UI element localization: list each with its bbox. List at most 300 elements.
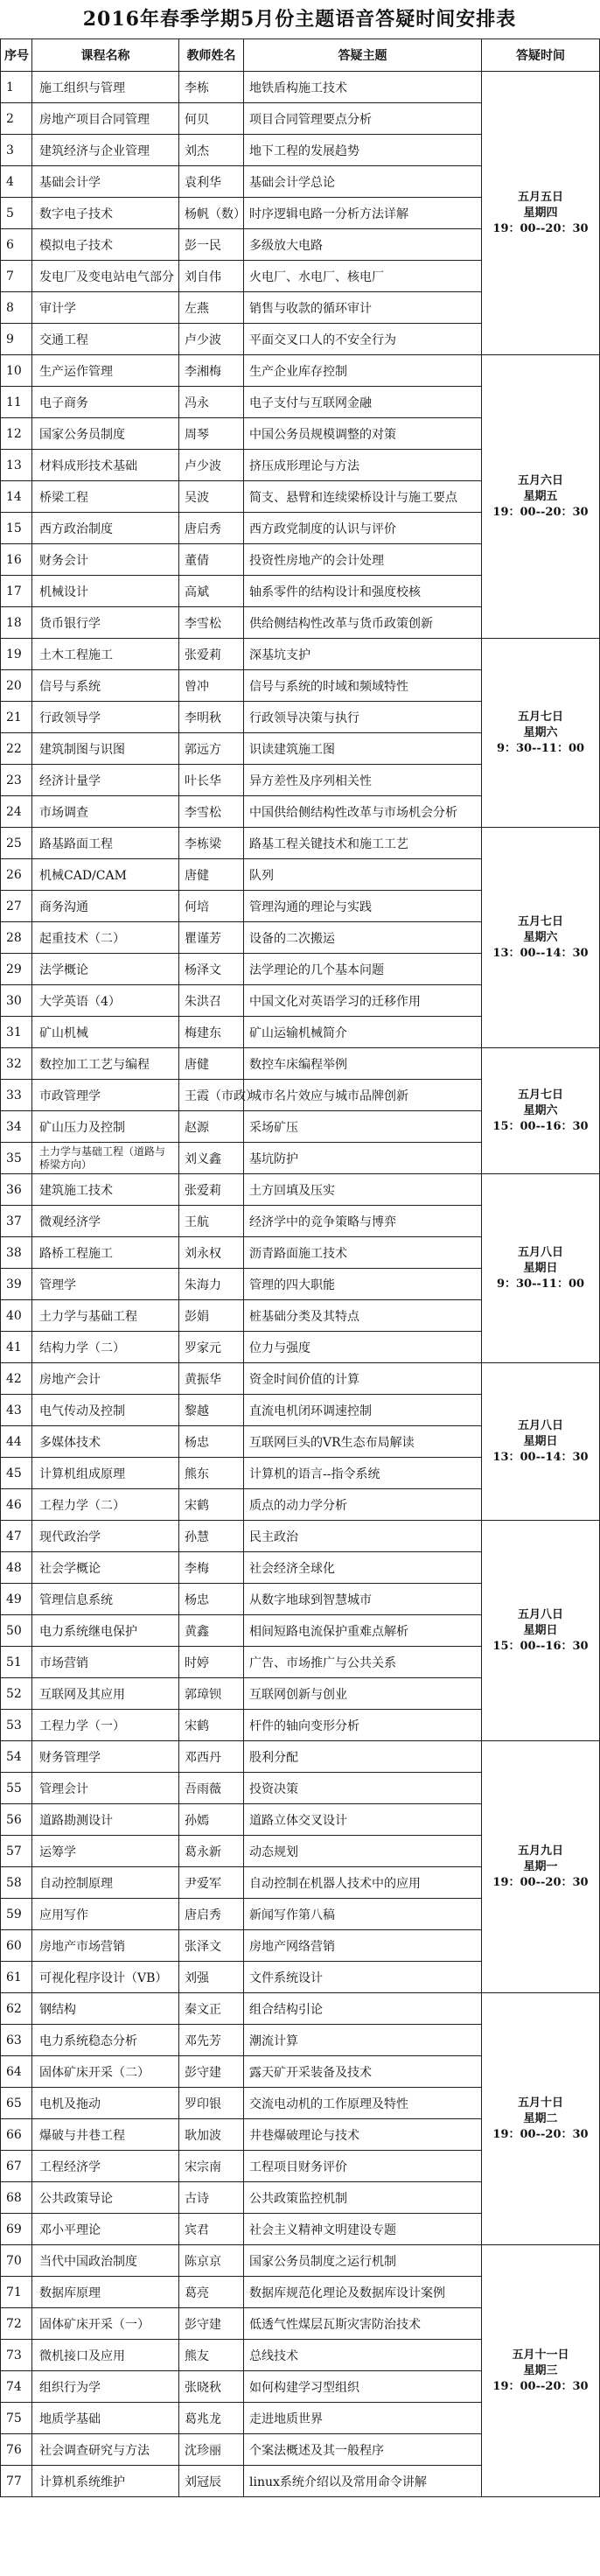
course-name: 电气传动及控制 — [32, 1395, 179, 1426]
course-name: 货币银行学 — [32, 607, 179, 639]
teacher-name: 杨忠 — [179, 1584, 244, 1615]
teacher-name: 耿加波 — [179, 2119, 244, 2151]
course-name: 桥梁工程 — [32, 481, 179, 513]
row-number: 35 — [1, 1143, 32, 1174]
qa-topic: 广告、市场推广与公共关系 — [244, 1647, 482, 1678]
row-number: 29 — [1, 954, 32, 985]
qa-topic: 社会主义精神文明建设专题 — [244, 2214, 482, 2245]
qa-topic: 个案法概述及其一般程序 — [244, 2434, 482, 2466]
course-name: 工程经济学 — [32, 2151, 179, 2182]
teacher-name: 周琴 — [179, 418, 244, 450]
qa-topic: 沥青路面施工技术 — [244, 1237, 482, 1269]
teacher-name: 卢少波 — [179, 450, 244, 481]
session-time-cell — [482, 1048, 600, 1174]
qa-topic: 相间短路电流保护重难点解析 — [244, 1615, 482, 1647]
qa-topic: 走进地质世界 — [244, 2403, 482, 2434]
session-weekday: 星期五 — [523, 489, 558, 503]
teacher-name: 彭守建 — [179, 2056, 244, 2088]
qa-topic: 如何构建学习型组织 — [244, 2371, 482, 2403]
qa-topic: 民主政治 — [244, 1521, 482, 1552]
session-weekday: 星期一 — [523, 1859, 558, 1873]
schedule-table — [0, 38, 600, 2497]
teacher-name: 彭一民 — [179, 229, 244, 261]
session-time: 19：00--20：30 — [492, 2379, 589, 2393]
qa-topic: 信号与系统的时域和频域特性 — [244, 670, 482, 702]
qa-topic: 露天矿开采装备及技术 — [244, 2056, 482, 2088]
teacher-name: 张晓秋 — [179, 2371, 244, 2403]
session-time-cell — [482, 1993, 600, 2245]
teacher-name: 高斌 — [179, 576, 244, 607]
row-number: 66 — [1, 2119, 32, 2151]
course-name: 材料成形技术基础 — [32, 450, 179, 481]
row-number: 42 — [1, 1363, 32, 1395]
qa-topic: 新闻写作第八稿 — [244, 1899, 482, 1930]
table-row — [1, 1521, 600, 1552]
teacher-name: 葛亮 — [179, 2277, 244, 2308]
row-number: 38 — [1, 1237, 32, 1269]
teacher-name: 黄振华 — [179, 1363, 244, 1395]
teacher-name: 刘义鑫 — [179, 1143, 244, 1174]
row-number: 53 — [1, 1710, 32, 1741]
course-name: 固体矿床开采（一） — [32, 2308, 179, 2340]
teacher-name: 宾君 — [179, 2214, 244, 2245]
teacher-name: 杨帆（数） — [179, 198, 244, 229]
course-name: 道路勘测设计 — [32, 1804, 179, 1836]
course-name: 经济计量学 — [32, 765, 179, 796]
teacher-name: 吴波 — [179, 481, 244, 513]
session-time: 9：30--11：00 — [496, 1277, 585, 1291]
course-name: 自动控制原理 — [32, 1867, 179, 1899]
session-time-cell — [482, 639, 600, 828]
session-date: 五月八日 — [517, 1418, 563, 1432]
course-name: 工程力学（一） — [32, 1710, 179, 1741]
table-row — [1, 72, 600, 103]
qa-topic: 时序逻辑电路一分析方法详解 — [244, 198, 482, 229]
qa-topic: 组合结构引论 — [244, 1993, 482, 2025]
row-number: 49 — [1, 1584, 32, 1615]
row-number: 22 — [1, 733, 32, 765]
teacher-name: 罗家元 — [179, 1332, 244, 1363]
course-name: 路桥工程施工 — [32, 1237, 179, 1269]
teacher-name: 唐启秀 — [179, 1899, 244, 1930]
session-weekday: 星期日 — [523, 1434, 558, 1448]
row-number: 30 — [1, 985, 32, 1017]
course-name: 机械设计 — [32, 576, 179, 607]
table-row — [1, 1363, 600, 1395]
qa-topic: 销售与收款的循环审计 — [244, 292, 482, 324]
row-number: 26 — [1, 859, 32, 891]
session-time-cell — [482, 828, 600, 1048]
row-number: 24 — [1, 796, 32, 828]
row-number: 48 — [1, 1552, 32, 1584]
session-time-cell — [482, 1363, 600, 1521]
qa-topic: 矿山运输机械简介 — [244, 1017, 482, 1048]
qa-topic: 低透气性煤层瓦斯灾害防治技术 — [244, 2308, 482, 2340]
qa-topic: 轴系零件的结构设计和强度校核 — [244, 576, 482, 607]
row-number: 71 — [1, 2277, 32, 2308]
row-number: 73 — [1, 2340, 32, 2371]
teacher-name: 赵源 — [179, 1111, 244, 1143]
qa-topic: 多级放大电路 — [244, 229, 482, 261]
row-number: 75 — [1, 2403, 32, 2434]
teacher-name: 张爱莉 — [179, 1174, 244, 1206]
course-name: 模拟电子技术 — [32, 229, 179, 261]
teacher-name: 何培 — [179, 891, 244, 922]
session-time: 19：00--20：30 — [492, 1875, 589, 1889]
teacher-name: 李湘梅 — [179, 355, 244, 387]
course-name: 电机及拖动 — [32, 2088, 179, 2119]
row-number: 14 — [1, 481, 32, 513]
teacher-name: 黎越 — [179, 1395, 244, 1426]
qa-topic: 识读建筑施工图 — [244, 733, 482, 765]
row-number: 31 — [1, 1017, 32, 1048]
teacher-name: 张爱莉 — [179, 639, 244, 670]
row-number: 60 — [1, 1930, 32, 1962]
row-number: 58 — [1, 1867, 32, 1899]
course-name: 公共政策导论 — [32, 2182, 179, 2214]
qa-topic: 法学理论的几个基本问题 — [244, 954, 482, 985]
teacher-name: 郭璋钡 — [179, 1678, 244, 1710]
qa-topic: 地铁盾构施工技术 — [244, 72, 482, 103]
row-number: 13 — [1, 450, 32, 481]
teacher-name: 刘自伟 — [179, 261, 244, 292]
session-date: 五月十日 — [517, 2096, 563, 2110]
qa-topic: 井巷爆破理论与技术 — [244, 2119, 482, 2151]
qa-topic: 采场矿压 — [244, 1111, 482, 1143]
qa-topic: 平面交叉口人的不安全行为 — [244, 324, 482, 355]
teacher-name: 彭守建 — [179, 2308, 244, 2340]
row-number: 8 — [1, 292, 32, 324]
schedule-rows — [1, 72, 600, 2497]
teacher-name: 古诗 — [179, 2182, 244, 2214]
teacher-name: 冯永 — [179, 387, 244, 418]
teacher-name: 王航 — [179, 1206, 244, 1237]
course-name: 市政管理学 — [32, 1080, 179, 1111]
qa-topic: 质点的动力学分析 — [244, 1489, 482, 1521]
row-number: 39 — [1, 1269, 32, 1300]
row-number: 4 — [1, 166, 32, 198]
qa-topic: 投资决策 — [244, 1773, 482, 1804]
row-number: 52 — [1, 1678, 32, 1710]
qa-topic: 简支、悬臂和连续梁桥设计与施工要点 — [244, 481, 482, 513]
row-number: 1 — [1, 72, 32, 103]
course-name: 建筑经济与企业管理 — [32, 135, 179, 166]
qa-topic: 互联网巨头的VR生态布局解读 — [244, 1426, 482, 1458]
course-name: 结构力学（二） — [32, 1332, 179, 1363]
course-name: 组织行为学 — [32, 2371, 179, 2403]
table-row — [1, 2245, 600, 2277]
course-name: 基础会计学 — [32, 166, 179, 198]
teacher-name: 刘永权 — [179, 1237, 244, 1269]
teacher-name: 刘强 — [179, 1962, 244, 1993]
qa-topic: linux系统介绍以及常用命令讲解 — [244, 2466, 482, 2497]
row-number: 21 — [1, 702, 32, 733]
row-number: 46 — [1, 1489, 32, 1521]
row-number: 17 — [1, 576, 32, 607]
session-time: 19：00--20：30 — [492, 221, 589, 235]
row-number: 55 — [1, 1773, 32, 1804]
teacher-name: 李梅 — [179, 1552, 244, 1584]
session-time: 19：00--20：30 — [492, 505, 589, 519]
table-row — [1, 1048, 600, 1080]
course-name: 社会调查研究与方法 — [32, 2434, 179, 2466]
teacher-name: 唐健 — [179, 859, 244, 891]
session-time-cell — [482, 355, 600, 639]
course-name: 计算机系统维护 — [32, 2466, 179, 2497]
row-number: 9 — [1, 324, 32, 355]
row-number: 57 — [1, 1836, 32, 1867]
qa-topic: 队列 — [244, 859, 482, 891]
row-number: 47 — [1, 1521, 32, 1552]
course-name: 电力系统继电保护 — [32, 1615, 179, 1647]
teacher-name: 袁利华 — [179, 166, 244, 198]
qa-topic: 管理的四大职能 — [244, 1269, 482, 1300]
session-time: 15：00--16：30 — [492, 1639, 589, 1653]
table-row — [1, 1741, 600, 1773]
teacher-name: 李栋 — [179, 72, 244, 103]
row-number: 50 — [1, 1615, 32, 1647]
qa-topic: 公共政策监控机制 — [244, 2182, 482, 2214]
qa-topic: 计算机的语言--指令系统 — [244, 1458, 482, 1489]
course-name: 计算机组成原理 — [32, 1458, 179, 1489]
row-number: 16 — [1, 544, 32, 576]
teacher-name: 彭娟 — [179, 1300, 244, 1332]
course-name: 施工组织与管理 — [32, 72, 179, 103]
course-name: 市场营销 — [32, 1647, 179, 1678]
session-date: 五月五日 — [517, 190, 563, 204]
course-name: 信号与系统 — [32, 670, 179, 702]
session-weekday: 星期四 — [523, 206, 558, 220]
teacher-name: 时婷 — [179, 1647, 244, 1678]
teacher-name: 宋鹤 — [179, 1710, 244, 1741]
teacher-name: 邓先芳 — [179, 2025, 244, 2056]
teacher-name: 董倩 — [179, 544, 244, 576]
course-name: 建筑制图与识图 — [32, 733, 179, 765]
course-name: 国家公务员制度 — [32, 418, 179, 450]
qa-topic: 中国文化对英语学习的迁移作用 — [244, 985, 482, 1017]
qa-topic: 社会经济全球化 — [244, 1552, 482, 1584]
page-title: 2016年春季学期5月份主题语音答疑时间安排表 — [82, 8, 517, 31]
qa-topic: 管理沟通的理论与实践 — [244, 891, 482, 922]
qa-topic: 交流电动机的工作原理及特性 — [244, 2088, 482, 2119]
row-number: 10 — [1, 355, 32, 387]
row-number: 28 — [1, 922, 32, 954]
session-date: 五月七日 — [517, 914, 563, 928]
session-date: 五月六日 — [517, 473, 563, 487]
qa-topic: 城市名片效应与城市品牌创新 — [244, 1080, 482, 1111]
session-date: 五月七日 — [517, 1088, 563, 1102]
qa-topic: 项目合同管理要点分析 — [244, 103, 482, 135]
teacher-name: 熊东 — [179, 1458, 244, 1489]
qa-topic: 道路立体交叉设计 — [244, 1804, 482, 1836]
qa-topic: 数据库规范化理论及数据库设计案例 — [244, 2277, 482, 2308]
qa-topic: 动态规划 — [244, 1836, 482, 1867]
row-number: 18 — [1, 607, 32, 639]
teacher-name: 葛兆龙 — [179, 2403, 244, 2434]
session-time-cell — [482, 72, 600, 355]
qa-topic: 股利分配 — [244, 1741, 482, 1773]
qa-topic: 国家公务员制度之运行机制 — [244, 2245, 482, 2277]
teacher-name: 吾雨薇 — [179, 1773, 244, 1804]
course-name: 建筑施工技术 — [32, 1174, 179, 1206]
session-time-cell — [482, 1521, 600, 1741]
course-name: 运筹学 — [32, 1836, 179, 1867]
course-name: 可视化程序设计（VB） — [32, 1962, 179, 1993]
row-number: 15 — [1, 513, 32, 544]
course-name: 矿山机械 — [32, 1017, 179, 1048]
table-row — [1, 1993, 600, 2025]
row-number: 34 — [1, 1111, 32, 1143]
course-name: 邓小平理论 — [32, 2214, 179, 2245]
row-number: 36 — [1, 1174, 32, 1206]
session-weekday: 星期日 — [523, 1623, 558, 1637]
teacher-name: 沈珍丽 — [179, 2434, 244, 2466]
row-number: 25 — [1, 828, 32, 859]
qa-topic: 直流电机闭环调速控制 — [244, 1395, 482, 1426]
row-number: 19 — [1, 639, 32, 670]
row-number: 65 — [1, 2088, 32, 2119]
course-name: 固体矿床开采（二） — [32, 2056, 179, 2088]
header-no: 序号 — [1, 39, 32, 72]
row-number: 5 — [1, 198, 32, 229]
course-name: 工程力学（二） — [32, 1489, 179, 1521]
teacher-name: 孙嫣 — [179, 1804, 244, 1836]
course-name: 机械CAD/CAM — [32, 859, 179, 891]
course-name: 电力系统稳态分析 — [32, 2025, 179, 2056]
course-name: 商务沟通 — [32, 891, 179, 922]
row-number: 32 — [1, 1048, 32, 1080]
qa-topic: 经济学中的竞争策略与博弈 — [244, 1206, 482, 1237]
course-name: 交通工程 — [32, 324, 179, 355]
teacher-name: 郭远方 — [179, 733, 244, 765]
row-number: 41 — [1, 1332, 32, 1363]
row-number: 59 — [1, 1899, 32, 1930]
course-name: 法学概论 — [32, 954, 179, 985]
qa-topic: 投资性房地产的会计处理 — [244, 544, 482, 576]
row-number: 74 — [1, 2371, 32, 2403]
session-time-cell — [482, 1174, 600, 1363]
teacher-name: 杨泽文 — [179, 954, 244, 985]
session-date: 五月七日 — [517, 710, 563, 724]
teacher-name: 瞿谨芳 — [179, 922, 244, 954]
teacher-name: 李雪松 — [179, 796, 244, 828]
teacher-name: 黄鑫 — [179, 1615, 244, 1647]
qa-topic: 地下工程的发展趋势 — [244, 135, 482, 166]
qa-topic: 资金时间价值的计算 — [244, 1363, 482, 1395]
teacher-name: 陈京京 — [179, 2245, 244, 2277]
course-name: 数据库原理 — [32, 2277, 179, 2308]
course-name: 市场调查 — [32, 796, 179, 828]
teacher-name: 李明秋 — [179, 702, 244, 733]
qa-topic: 西方政党制度的认识与评价 — [244, 513, 482, 544]
row-number: 69 — [1, 2214, 32, 2245]
row-number: 63 — [1, 2025, 32, 2056]
row-number: 51 — [1, 1647, 32, 1678]
course-name: 社会学概论 — [32, 1552, 179, 1584]
qa-topic: 位力与强度 — [244, 1332, 482, 1363]
session-weekday: 星期二 — [523, 2111, 558, 2125]
teacher-name: 熊友 — [179, 2340, 244, 2371]
row-number: 54 — [1, 1741, 32, 1773]
row-number: 6 — [1, 229, 32, 261]
row-number: 23 — [1, 765, 32, 796]
row-number: 7 — [1, 261, 32, 292]
row-number: 3 — [1, 135, 32, 166]
session-date: 五月八日 — [517, 1607, 563, 1621]
course-name: 土木工程施工 — [32, 639, 179, 670]
teacher-name: 唐启秀 — [179, 513, 244, 544]
session-weekday: 星期三 — [523, 2363, 558, 2377]
course-name: 管理信息系统 — [32, 1584, 179, 1615]
course-name: 数控加工工艺与编程 — [32, 1048, 179, 1080]
teacher-name: 张泽文 — [179, 1930, 244, 1962]
course-name: 财务会计 — [32, 544, 179, 576]
qa-topic: 杆件的轴向变形分析 — [244, 1710, 482, 1741]
qa-topic: 供给侧结构性改革与货币政策创新 — [244, 607, 482, 639]
course-name: 管理会计 — [32, 1773, 179, 1804]
session-date: 五月八日 — [517, 1245, 563, 1259]
session-weekday: 星期六 — [523, 1103, 558, 1117]
qa-topic: 文件系统设计 — [244, 1962, 482, 1993]
qa-topic: 自动控制在机器人技术中的应用 — [244, 1867, 482, 1899]
session-time-cell — [482, 1741, 600, 1993]
session-weekday: 星期日 — [523, 1261, 558, 1275]
header-row — [1, 39, 600, 72]
teacher-name: 秦文正 — [179, 1993, 244, 2025]
row-number: 70 — [1, 2245, 32, 2277]
qa-topic: 桩基础分类及其特点 — [244, 1300, 482, 1332]
teacher-name: 葛永新 — [179, 1836, 244, 1867]
course-name: 管理学 — [32, 1269, 179, 1300]
row-number: 44 — [1, 1426, 32, 1458]
qa-topic: 总线技术 — [244, 2340, 482, 2371]
header-teacher: 教师姓名 — [179, 39, 244, 72]
teacher-name: 孙慧 — [179, 1521, 244, 1552]
session-time: 19：00--20：30 — [492, 2127, 589, 2141]
session-time-cell — [482, 2245, 600, 2497]
teacher-name: 卢少波 — [179, 324, 244, 355]
qa-topic: 房地产网络营销 — [244, 1930, 482, 1962]
course-name: 土力学与基础工程 — [32, 1300, 179, 1332]
course-name: 钢结构 — [32, 1993, 179, 2025]
teacher-name: 邓西丹 — [179, 1741, 244, 1773]
table-row — [1, 639, 600, 670]
course-name: 起重技术（二） — [32, 922, 179, 954]
course-name: 房地产市场营销 — [32, 1930, 179, 1962]
teacher-name: 尹爱军 — [179, 1867, 244, 1899]
course-name: 行政领导学 — [32, 702, 179, 733]
teacher-name: 左燕 — [179, 292, 244, 324]
row-number: 37 — [1, 1206, 32, 1237]
row-number: 77 — [1, 2466, 32, 2497]
qa-topic: 深基坑支护 — [244, 639, 482, 670]
teacher-name: 何贝 — [179, 103, 244, 135]
row-number: 62 — [1, 1993, 32, 2025]
course-name: 矿山压力及控制 — [32, 1111, 179, 1143]
row-number: 67 — [1, 2151, 32, 2182]
course-name: 路基路面工程 — [32, 828, 179, 859]
qa-topic: 从数字地球到智慧城市 — [244, 1584, 482, 1615]
qa-topic: 生产企业库存控制 — [244, 355, 482, 387]
header-course: 课程名称 — [32, 39, 179, 72]
teacher-name: 朱海力 — [179, 1269, 244, 1300]
teacher-name: 曾冲 — [179, 670, 244, 702]
teacher-name: 叶长华 — [179, 765, 244, 796]
row-number: 2 — [1, 103, 32, 135]
course-name: 审计学 — [32, 292, 179, 324]
session-weekday: 星期六 — [523, 725, 558, 739]
row-number: 27 — [1, 891, 32, 922]
